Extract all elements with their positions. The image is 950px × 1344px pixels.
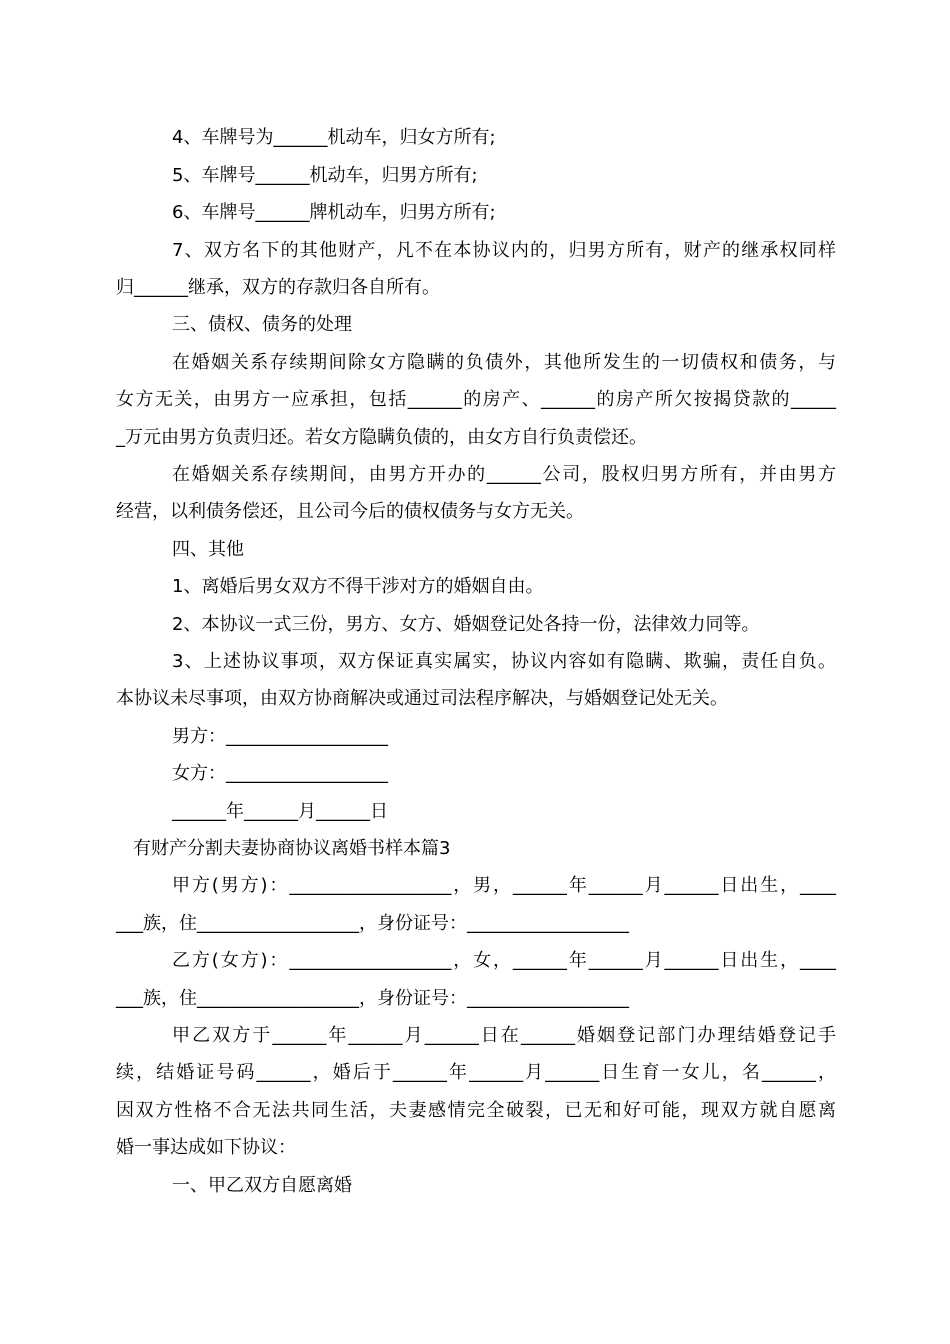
signature-wife: 女方：__________________ (172, 763, 388, 784)
signature-husband: 男方：__________________ (172, 726, 388, 747)
clause-7-other-property: 7、双方名下的其他财产，凡不在本协议内的，归男方所有，财产的继承权同样 (172, 240, 836, 261)
signature-date: ______年______月______日 (172, 801, 388, 822)
marriage-paragraph-line-2: 续，结婚证号码______，婚后于______年______月______日生育一女儿，名______， (116, 1062, 836, 1083)
other-clause-3: 3、上述协议事项，双方保证真实属实，协议内容如有隐瞒、欺骗，责任自负。 (172, 651, 836, 672)
sample-title: 有财产分割夫妻协商协议离婚书样本篇3 (133, 838, 451, 859)
section-heading-divorce: 一、甲乙双方自愿离婚 (172, 1175, 352, 1196)
debts-paragraph-1-line-2: 女方无关，由男方一应承担，包括______的房产、______的房产所欠按揭贷款的_____ (116, 389, 836, 410)
section-heading-other: 四、其他 (172, 539, 244, 560)
debts-paragraph-2: 在婚姻关系存续期间，由男方开办的______公司，股权归男方所有，并由男方 (172, 464, 836, 485)
marriage-paragraph-line-4: 婚一事达成如下协议： (116, 1137, 296, 1158)
clause-5-vehicle: 5、车牌号______机动车，归男方所有; (172, 165, 478, 186)
party-a-info: 甲方(男方)：__________________，男，______年______月______日出生，____ (172, 875, 836, 896)
other-clause-2: 2、本协议一式三份，男方、女方、婚姻登记处各持一份，法律效力同等。 (172, 614, 760, 635)
other-clause-3-line-2: 本协议未尽事项，由双方协商解决或通过司法程序解决，与婚姻登记处无关。 (116, 688, 728, 709)
party-b-info-line-2: ___族，住__________________，身份证号：__________________ (116, 988, 629, 1009)
clause-6-vehicle: 6、车牌号______牌机动车，归男方所有; (172, 202, 496, 223)
debts-paragraph-1: 在婚姻关系存续期间除女方隐瞒的负债外，其他所发生的一切债权和债务，与 (172, 352, 836, 373)
section-heading-debts: 三、债权、债务的处理 (172, 314, 352, 335)
clause-4-vehicle: 4、车牌号为______机动车，归女方所有; (172, 127, 496, 148)
marriage-paragraph: 甲乙双方于______年______月______日在______婚姻登记部门办理结婚登记手 (172, 1025, 836, 1046)
marriage-paragraph-line-3: 因双方性格不合无法共同生活，夫妻感情完全破裂，已无和好可能，现双方就自愿离 (116, 1100, 836, 1121)
party-b-info: 乙方(女方)：__________________，女，______年______月______日出生，____ (172, 950, 836, 971)
party-a-info-line-2: ___族，住__________________，身份证号：__________________ (116, 913, 629, 934)
debts-paragraph-1-line-3: _万元由男方负责归还。若女方隐瞒负债的，由女方自行负责偿还。 (116, 427, 647, 448)
debts-paragraph-2-line-2: 经营，以利债务偿还，且公司今后的债权债务与女方无关。 (116, 501, 584, 522)
clause-7-continued: 归______继承，双方的存款归各自所有。 (116, 277, 440, 298)
other-clause-1: 1、离婚后男女双方不得干涉对方的婚姻自由。 (172, 576, 544, 597)
